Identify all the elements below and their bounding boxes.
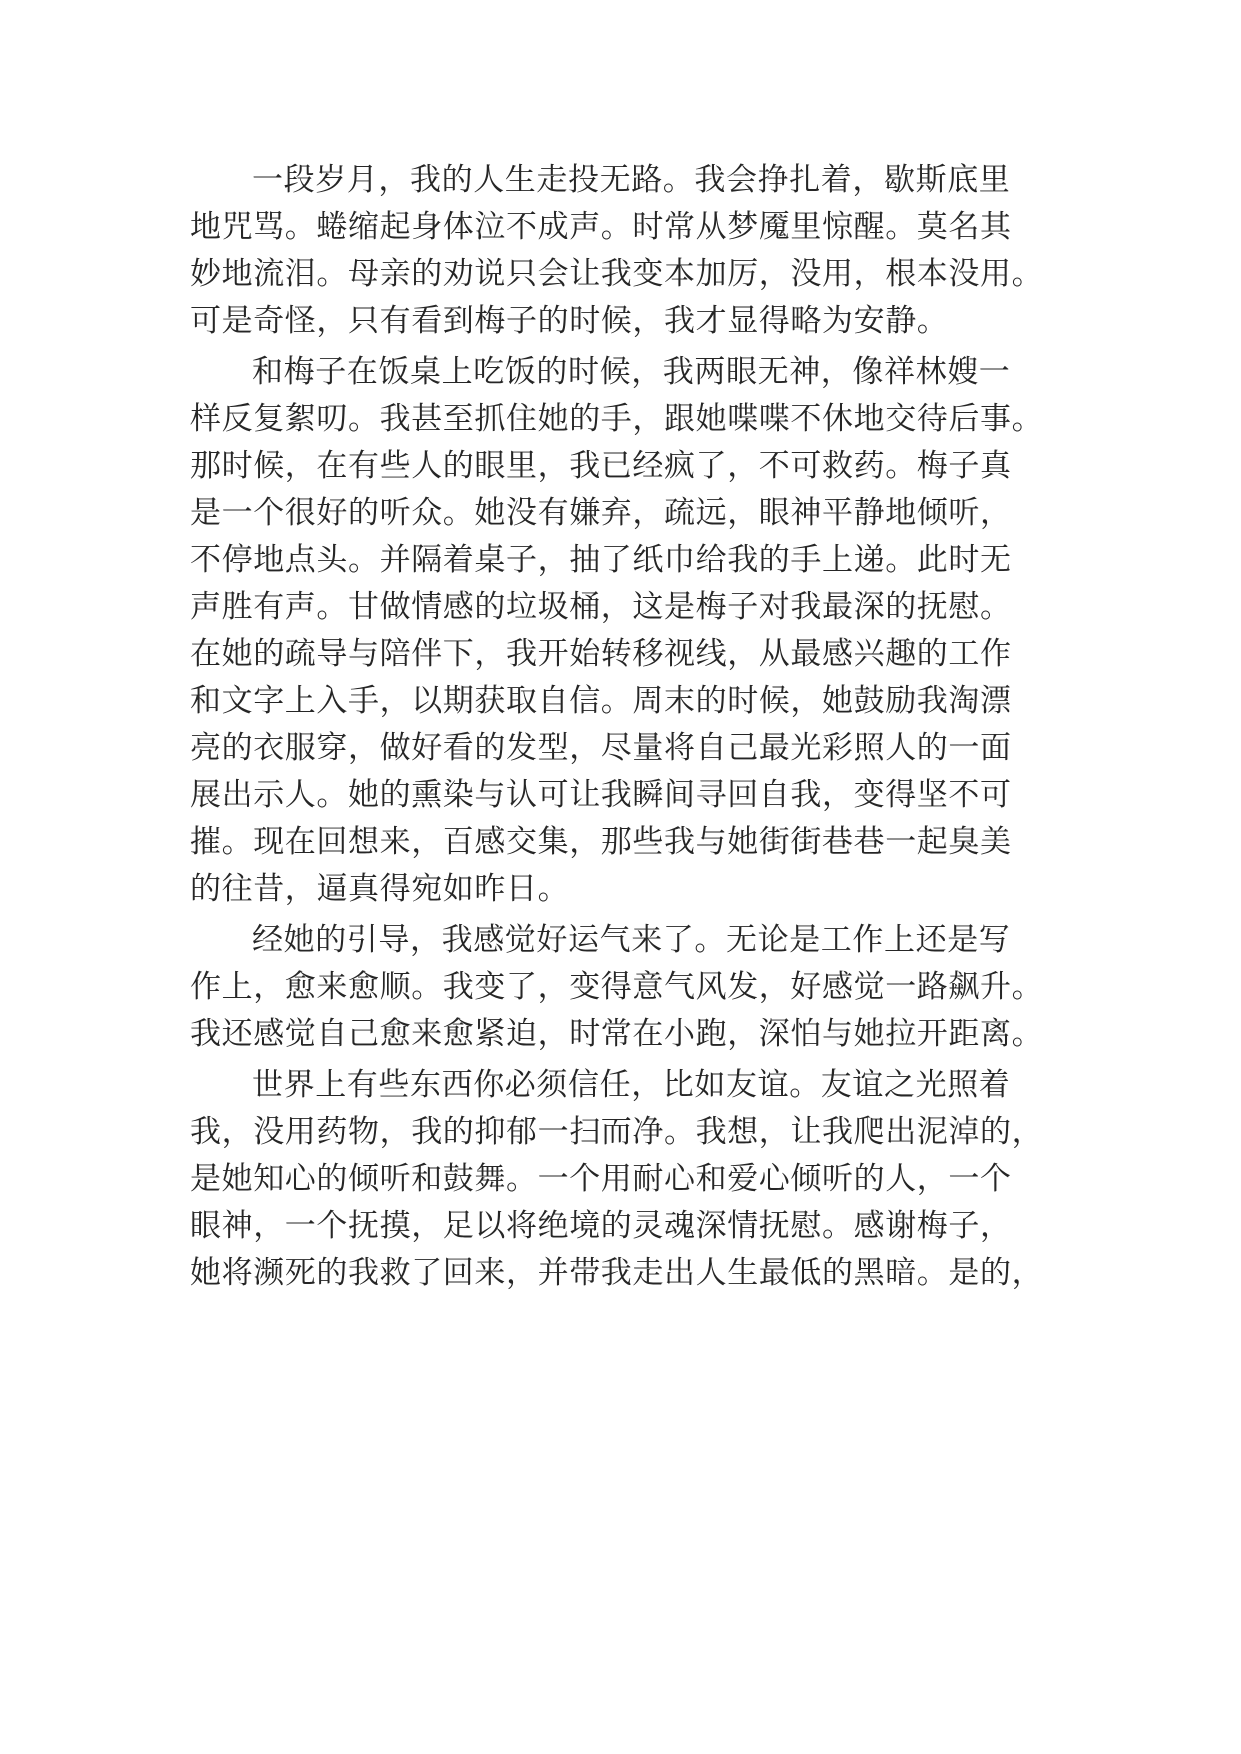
paragraph-2-line-10: 展出示人。她的熏染与认可让我瞬间寻回自我，变得坚不可 bbox=[190, 777, 1012, 813]
paragraph-2-line-6: 声胜有声。甘做情感的垃圾桶，这是梅子对我最深的抚慰。 bbox=[190, 589, 1012, 625]
paragraph-4-line-1: 世界上有些东西你必须信任，比如友谊。友谊之光照着 bbox=[252, 1067, 1011, 1103]
paragraph-4-line-4: 眼神，一个抚摸，足以将绝境的灵魂深情抚慰。感谢梅子， bbox=[190, 1208, 1012, 1244]
paragraph-2-line-2: 样反复絮叨。我甚至抓住她的手，跟她喋喋不休地交待后事。 bbox=[190, 401, 1044, 437]
paragraph-3-line-2: 作上，愈来愈顺。我变了，变得意气风发，好感觉一路飙升。 bbox=[190, 969, 1044, 1005]
paragraph-2-line-8: 和文字上入手，以期获取自信。周末的时候，她鼓励我淘漂 bbox=[190, 683, 1012, 719]
paragraph-4-line-5: 她将濒死的我救了回来，并带我走出人生最低的黑暗。是的， bbox=[190, 1255, 1044, 1291]
paragraph-4-line-2: 我，没用药物，我的抑郁一扫而净。我想，让我爬出泥淖的， bbox=[190, 1114, 1044, 1150]
paragraph-2-line-7: 在她的疏导与陪伴下，我开始转移视线，从最感兴趣的工作 bbox=[190, 636, 1012, 672]
paragraph-2-line-11: 摧。现在回想来，百感交集，那些我与她街街巷巷一起臭美 bbox=[190, 824, 1012, 860]
paragraph-2-line-4: 是一个很好的听众。她没有嫌弃，疏远，眼神平静地倾听， bbox=[190, 495, 1012, 531]
paragraph-1-line-4: 可是奇怪，只有看到梅子的时候，我才显得略为安静。 bbox=[190, 303, 949, 339]
paragraph-3-line-3: 我还感觉自己愈来愈紧迫，时常在小跑，深怕与她拉开距离。 bbox=[190, 1016, 1044, 1052]
paragraph-3-line-1: 经她的引导，我感觉好运气来了。无论是工作上还是写 bbox=[252, 922, 1011, 958]
paragraph-2-line-1: 和梅子在饭桌上吃饭的时候，我两眼无神，像祥林嫂一 bbox=[252, 354, 1011, 390]
paragraph-4-line-3: 是她知心的倾听和鼓舞。一个用耐心和爱心倾听的人，一个 bbox=[190, 1161, 1012, 1197]
paragraph-2-line-12: 的往昔，逼真得宛如昨日。 bbox=[190, 871, 570, 907]
paragraph-2-line-9: 亮的衣服穿，做好看的发型，尽量将自己最光彩照人的一面 bbox=[190, 730, 1012, 766]
paragraph-1-line-2: 地咒骂。蜷缩起身体泣不成声。时常从梦魇里惊醒。莫名其 bbox=[190, 209, 1012, 245]
paragraph-1-line-3: 妙地流泪。母亲的劝说只会让我变本加厉，没用，根本没用。 bbox=[190, 256, 1044, 292]
paragraph-2-line-3: 那时候，在有些人的眼里，我已经疯了，不可救药。梅子真 bbox=[190, 448, 1012, 484]
paragraph-2-line-5: 不停地点头。并隔着桌子，抽了纸巾给我的手上递。此时无 bbox=[190, 542, 1012, 578]
paragraph-1-line-1: 一段岁月，我的人生走投无路。我会挣扎着，歇斯底里 bbox=[252, 162, 1011, 198]
